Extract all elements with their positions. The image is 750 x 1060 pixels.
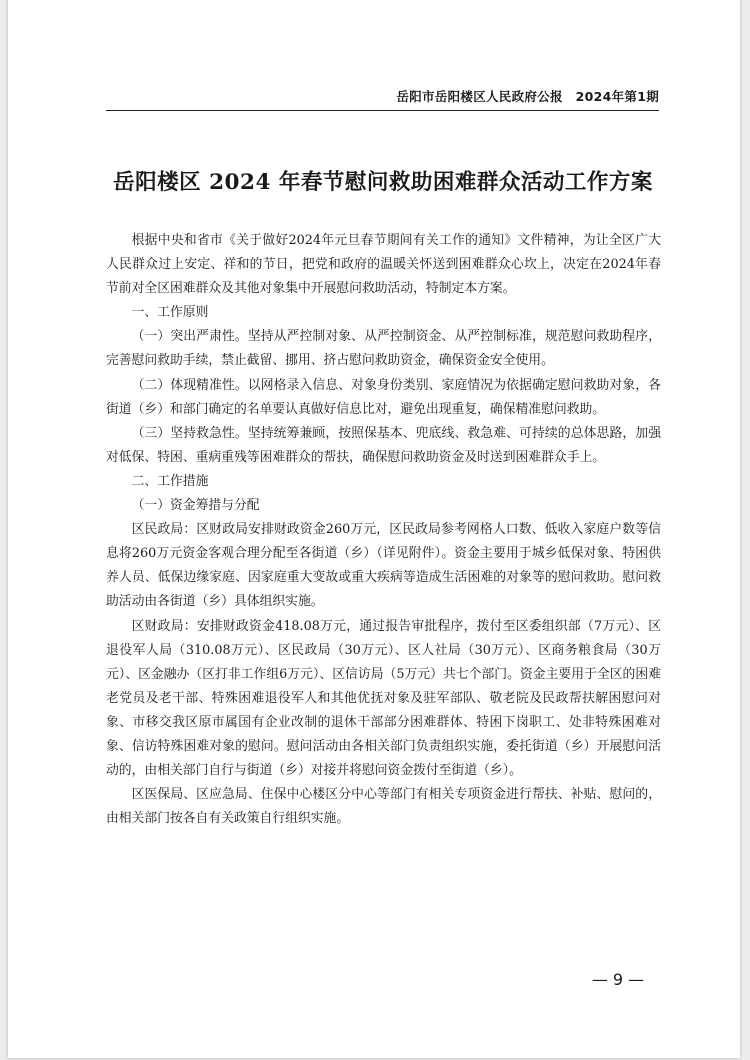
section-heading-measures: 二、工作措施: [131, 473, 209, 489]
paragraph-principle-2: （二）体现精准性。以网格录入信息、对象身份类别、家庭情况为依据确定慰问救助对象，各街道（乡）和部门确定的名单要认真做好信息比对，避免出现重复，确保精准慰问救助。: [106, 377, 661, 417]
paragraph-civil-affairs: 区民政局：区财政局安排财政资金260万元，区民政局参考网格人口数、低收入家庭户数等信息将260万元资金客观合理分配至各街道（乡）（详见附件）。资金主要用于城乡低保对象、特困供养人员、低保边缘家庭、因家庭重大变故或重大疾病等造成生活困难的对象等的慰问救助。慰问救助活动由各街道（乡）具体组织实施。: [106, 522, 661, 610]
paragraph-intro: 根据中央和省市《关于做好2024年元旦春节期间有关工作的通知》文件精神，为让全区广大人民群众过上安定、祥和的节日，把党和政府的温暖关怀送到困难群众心坎上，决定在2024年春节前对全区困难群众及其他对象集中开展慰问救助活动，特制定本方案。: [106, 233, 661, 297]
section-heading-principles: 一、工作原则: [131, 305, 209, 321]
header-text: 岳阳市岳阳楼区人民政府公报 2024年第1期: [396, 89, 659, 104]
document-page: [8, 0, 740, 1058]
paragraph-finance: 区财政局：安排财政资金418.08万元，通过报告审批程序，拨付至区委组织部（7万元）、区退役军人局（310.08万元）、区民政局（30万元）、区人社局（30万元）、区商务粮食局（30万元）、区金融办（区打非工作组6万元）、区信访局（5万元）共七个部门。资金主要用于全区的困难老党员及老干部、特殊困难退役军人和其他优抚对象及驻军部队、敬老院及民政帮扶解困慰问对象、市移交我区原市属国有企业改制的退休干部部分困难群体、特困下岗职工、处非特殊困难对象、信访特殊困难对象的慰问。慰问活动由各相关部门负责组织实施，委托街道（乡）开展慰问活动的，由相关部门自行与街道（乡）对接并将慰问资金拨付至街道（乡）。: [106, 618, 661, 779]
paragraph-principle-3: （三）坚持救急性。坚持统筹兼顾，按照保基本、兜底线、救急难、可持续的总体思路，加强对低保、特困、重病重残等困难群众的帮扶，确保慰问救助资金及时送到困难群众手上。: [106, 425, 661, 465]
running-header: [106, 86, 659, 111]
document-title: 岳阳楼区 2024 年春节慰问救助困难群众活动工作方案: [113, 170, 653, 195]
paragraph-other-departments: 区医保局、区应急局、住保中心楼区分中心等部门有相关专项资金进行帮扶、补贴、慰问的，由相关部门按各自有关政策自行组织实施。: [106, 787, 661, 827]
document-body: [106, 229, 661, 831]
paragraph-principle-1: （一）突出严肃性。坚持从严控制对象、从严控制资金、从严控制标准，规范慰问救助程序，完善慰问救助手续，禁止截留、挪用、挤占慰问救助资金，确保资金安全使用。: [106, 329, 661, 369]
page-number: — 9 —: [591, 970, 645, 989]
subsection-heading-funding: （一）资金筹措与分配: [131, 498, 260, 514]
